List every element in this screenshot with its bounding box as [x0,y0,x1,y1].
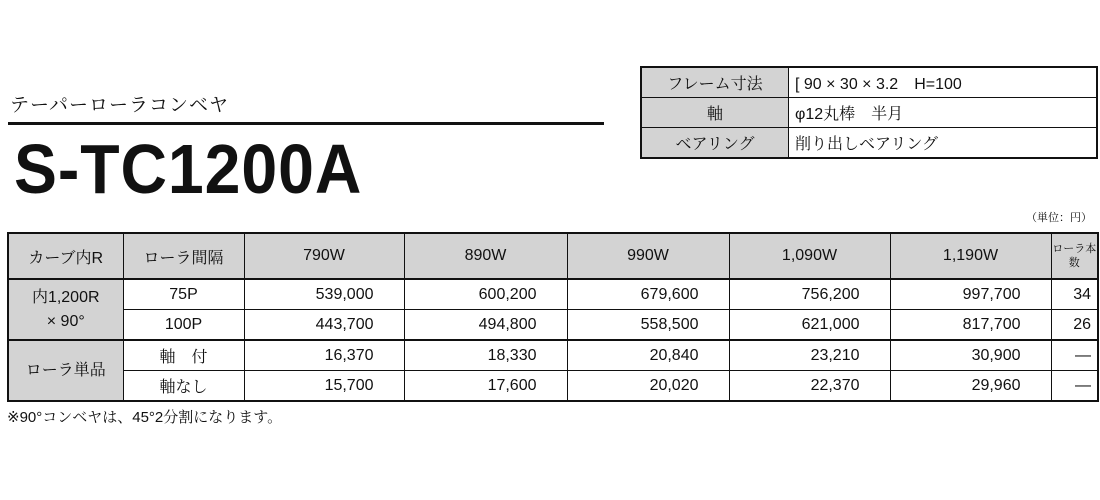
product-category: テーパーローラコンベヤ [10,95,230,116]
price-cell: 29,960 [890,371,1051,402]
count-cell: — [1051,340,1098,371]
table-row [8,371,1098,402]
spec-key: フレーム寸法 [641,67,789,98]
price-cell: 997,700 [890,279,1051,310]
price-cell: 17,600 [404,371,567,402]
price-header-row [8,233,1098,279]
count-cell: 34 [1051,279,1098,310]
pitch-cell: 軸 付 [123,340,244,371]
price-cell: 558,500 [567,310,729,341]
unit-note: （単位：円） [1026,212,1092,224]
header-curve-radius: カーブ内R [8,233,123,279]
price-cell: 494,800 [404,310,567,341]
price-cell: 621,000 [729,310,890,341]
price-cell: 817,700 [890,310,1051,341]
price-cell: 679,600 [567,279,729,310]
count-cell: — [1051,371,1098,402]
price-cell: 18,330 [404,340,567,371]
header-width-1190: 1,190W [890,233,1051,279]
header-roller-count: ローラ本数 [1051,233,1098,279]
header-width-990: 990W [567,233,729,279]
price-table [7,232,1099,402]
table-row [8,279,1098,310]
price-cell: 23,210 [729,340,890,371]
model-number: S-TC1200A [14,130,363,208]
price-cell: 20,020 [567,371,729,402]
pitch-cell: 100P [123,310,244,341]
price-cell: 443,700 [244,310,404,341]
spec-row-shaft [641,98,1097,128]
table-row [8,310,1098,341]
spec-row-frame [641,67,1097,98]
price-cell: 22,370 [729,371,890,402]
table-row [8,340,1098,371]
price-cell: 600,200 [404,279,567,310]
price-cell: 16,370 [244,340,404,371]
price-cell: 756,200 [729,279,890,310]
footnote: ※90°コンベヤは、45°2分割になります。 [7,409,283,426]
spec-key: ベアリング [641,128,789,159]
title-divider [8,122,604,125]
price-cell: 20,840 [567,340,729,371]
spec-value: [ 90 × 30 × 3.2 H=100 [789,67,1098,98]
spec-key: 軸 [641,98,789,128]
price-cell: 539,000 [244,279,404,310]
count-cell: 26 [1051,310,1098,341]
spec-value: φ12丸棒 半月 [789,98,1098,128]
pitch-cell: 軸なし [123,371,244,402]
price-cell: 30,900 [890,340,1051,371]
price-cell: 15,700 [244,371,404,402]
group-label-curve: 内1,200R × 90° [8,279,123,340]
header-width-890: 890W [404,233,567,279]
spec-row-bearing [641,128,1097,159]
header-width-1090: 1,090W [729,233,890,279]
spec-value: 削り出しベアリング [789,128,1098,159]
group-label-single-roller: ローラ単品 [8,340,123,401]
header-roller-pitch: ローラ間隔 [123,233,244,279]
header-width-790: 790W [244,233,404,279]
pitch-cell: 75P [123,279,244,310]
spec-table [640,66,1098,159]
